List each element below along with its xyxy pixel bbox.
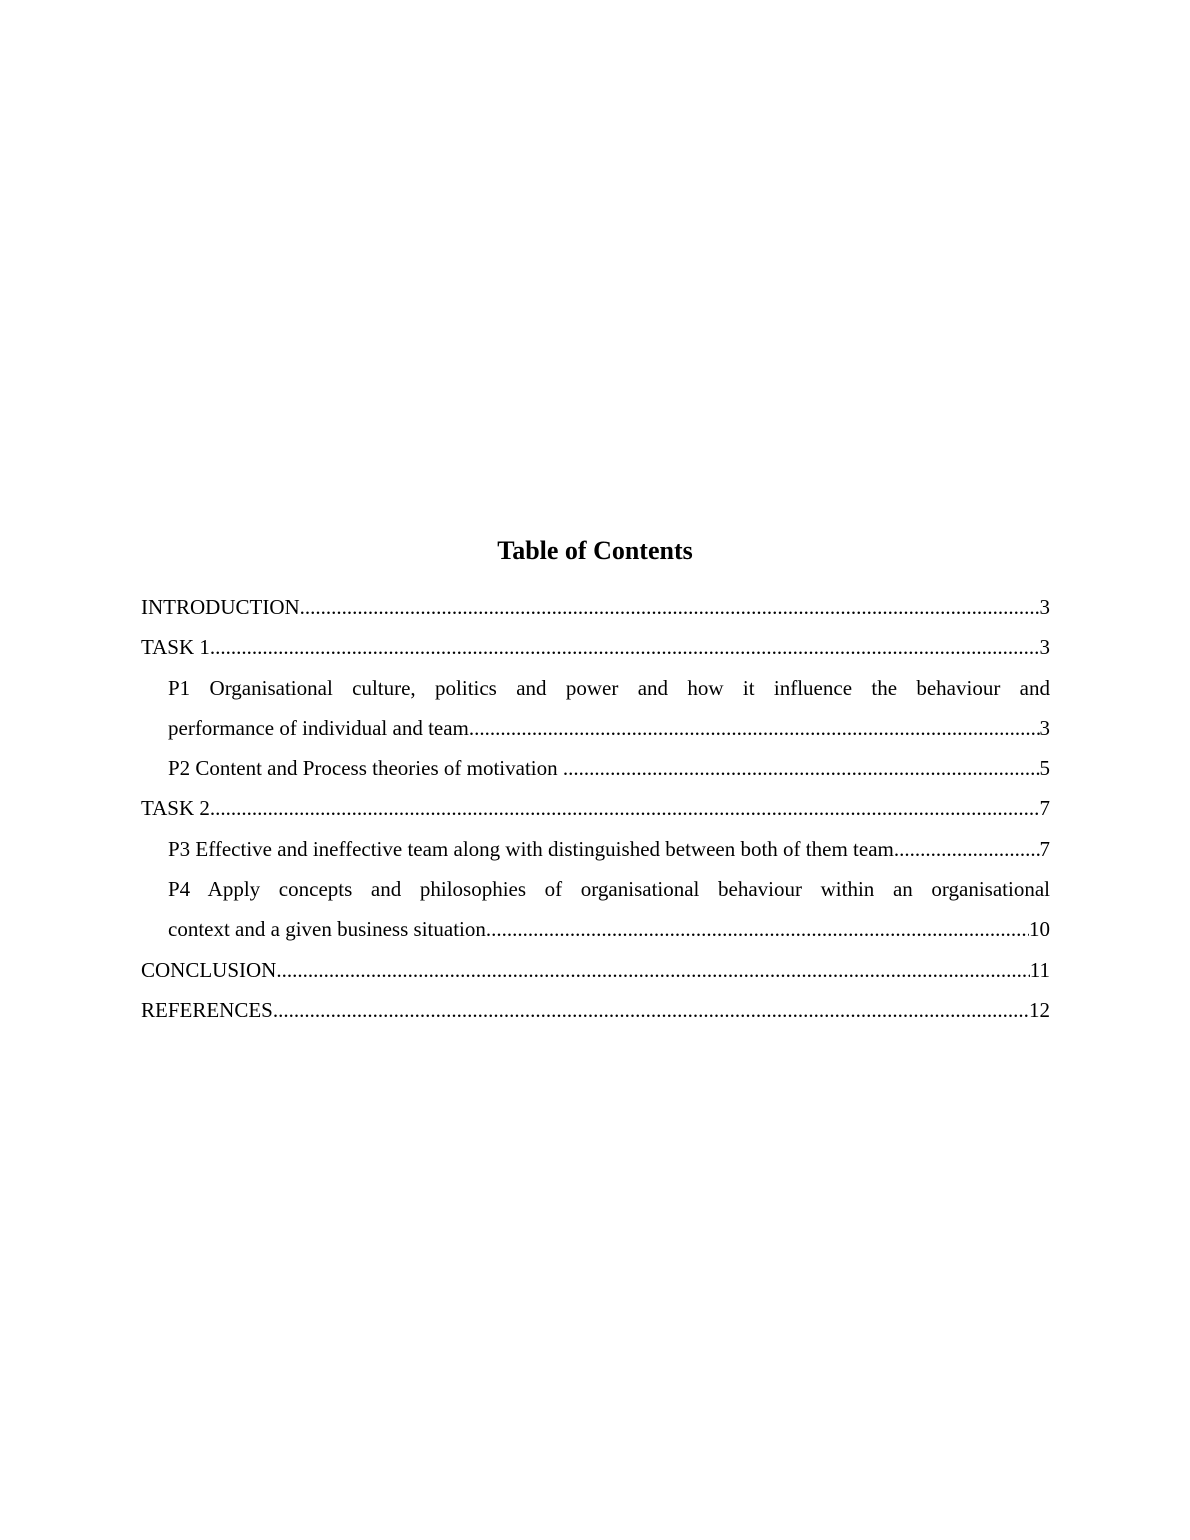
- dot-leader: [273, 990, 1029, 1030]
- toc-entry-conclusion[interactable]: [141, 950, 1050, 990]
- toc-page-number: 11: [1029, 957, 1050, 982]
- toc-entry-label: TASK 2: [141, 796, 210, 821]
- toc-entry-label: P2 Content and Process theories of motivation: [168, 756, 563, 781]
- toc-title: Table of Contents: [497, 536, 693, 565]
- toc-page-number: 7: [1039, 796, 1050, 821]
- toc-page-number: 12: [1029, 997, 1050, 1022]
- dot-leader: [276, 950, 1029, 990]
- toc-page-number: 3: [1039, 715, 1050, 740]
- toc-entry-label: CONCLUSION: [141, 957, 277, 982]
- dot-leader: [300, 587, 1040, 627]
- toc-page-number: 5: [1039, 756, 1050, 781]
- toc-entry-introduction[interactable]: [141, 587, 1050, 627]
- dot-leader: [563, 748, 1040, 788]
- dot-leader: [210, 788, 1040, 828]
- toc-entry-label: P3 Effective and ineffective team along with distinguished between both of them team.: [168, 836, 900, 861]
- dot-leader: [486, 909, 1029, 949]
- toc-page-number: 10: [1029, 917, 1050, 942]
- dot-leader: [899, 829, 1039, 869]
- toc-page-number: 3: [1039, 595, 1050, 619]
- toc-entry-p2[interactable]: [168, 748, 1050, 788]
- dot-leader: [210, 627, 1040, 667]
- toc-entry-label: INTRODUCTION: [141, 595, 300, 619]
- toc-entry-task-1[interactable]: [141, 627, 1050, 667]
- toc-entry-label-line-1: P4 Apply concepts and philosophies of organisational behaviour within an organisational: [168, 877, 1050, 902]
- toc-entry-references[interactable]: [141, 990, 1050, 1030]
- toc-entry-label: REFERENCES: [141, 997, 273, 1022]
- toc-entry-label: TASK 1: [141, 635, 210, 660]
- dot-leader: [469, 708, 1040, 748]
- toc-entry-p4[interactable]: [168, 869, 1050, 950]
- toc-entry-p1[interactable]: [168, 668, 1050, 749]
- toc-page-number: 3: [1039, 635, 1050, 660]
- toc-list: [141, 587, 1050, 1030]
- toc-entry-label-line-2: performance of individual and team: [168, 715, 469, 740]
- toc-entry-label-line-2: context and a given business situation: [168, 917, 486, 942]
- toc-entry-label-line-1: P1 Organisational culture, politics and power and how it influence the behaviour and: [168, 675, 1050, 700]
- toc-entry-task-2[interactable]: [141, 788, 1050, 828]
- toc-page-number: 7: [1039, 836, 1050, 861]
- toc-entry-p3[interactable]: [168, 829, 1050, 869]
